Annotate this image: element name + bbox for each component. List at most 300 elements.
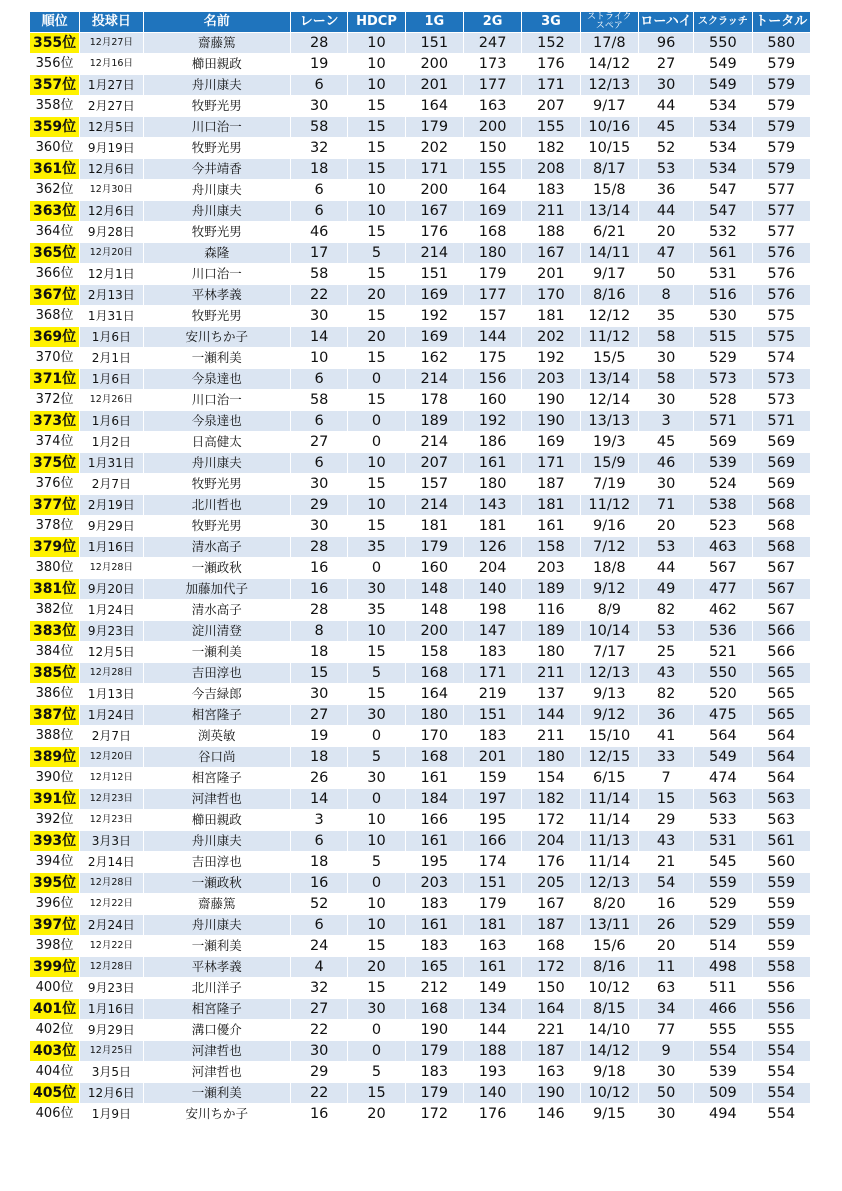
date-cell: 1月9日 — [80, 1104, 142, 1124]
table-row — [30, 579, 810, 599]
name-cell: 安川ちか子 — [144, 327, 290, 347]
game2-cell: 180 — [464, 243, 521, 263]
scratch-cell: 559 — [694, 873, 751, 893]
rank-cell: 372位 — [30, 390, 79, 410]
lowhigh-cell: 45 — [639, 117, 693, 137]
name-cell: 清水高子 — [144, 537, 290, 557]
scratch-cell: 509 — [694, 1083, 751, 1103]
game2-cell: 174 — [464, 852, 521, 872]
lowhigh-cell: 53 — [639, 621, 693, 641]
game3-cell: 201 — [522, 264, 579, 284]
table-row — [30, 180, 810, 200]
table-row — [30, 1020, 810, 1040]
game1-cell: 162 — [406, 348, 463, 368]
rank-cell: 389位 — [30, 747, 79, 767]
scratch-cell: 555 — [694, 1020, 751, 1040]
game2-cell: 179 — [464, 894, 521, 914]
game1-cell: 167 — [406, 201, 463, 221]
header-lowhigh: ローハイ — [639, 12, 693, 32]
rank-cell: 384位 — [30, 642, 79, 662]
scratch-cell: 539 — [694, 1062, 751, 1082]
scratch-cell: 515 — [694, 327, 751, 347]
rank-cell: 392位 — [30, 810, 79, 830]
lowhigh-cell: 33 — [639, 747, 693, 767]
table-row — [30, 390, 810, 410]
name-cell: 櫛田親政 — [144, 810, 290, 830]
table-row — [30, 873, 810, 893]
lowhigh-cell: 20 — [639, 936, 693, 956]
game2-cell: 186 — [464, 432, 521, 452]
lane-cell: 28 — [291, 537, 347, 557]
game3-cell: 208 — [522, 159, 579, 179]
rank-cell: 397位 — [30, 915, 79, 935]
lowhigh-cell: 8 — [639, 285, 693, 305]
strike-spare-cell: 8/16 — [581, 285, 638, 305]
scratch-cell: 534 — [694, 159, 751, 179]
lane-cell: 6 — [291, 75, 347, 95]
lowhigh-cell: 34 — [639, 999, 693, 1019]
scratch-cell: 498 — [694, 957, 751, 977]
game1-cell: 157 — [406, 474, 463, 494]
game1-cell: 201 — [406, 75, 463, 95]
game2-cell: 169 — [464, 201, 521, 221]
game1-cell: 180 — [406, 705, 463, 725]
date-cell: 1月6日 — [80, 327, 142, 347]
game3-cell: 192 — [522, 348, 579, 368]
game1-cell: 214 — [406, 243, 463, 263]
header-hdcp: HDCP — [348, 12, 404, 32]
game1-cell: 179 — [406, 537, 463, 557]
rank-cell: 405位 — [30, 1083, 79, 1103]
rank-cell: 379位 — [30, 537, 79, 557]
lane-cell: 6 — [291, 831, 347, 851]
strike-spare-cell: 12/13 — [581, 75, 638, 95]
date-cell: 12月6日 — [80, 201, 142, 221]
strike-spare-cell: 14/12 — [581, 54, 638, 74]
scratch-cell: 545 — [694, 852, 751, 872]
date-cell: 9月19日 — [80, 138, 142, 158]
scratch-cell: 514 — [694, 936, 751, 956]
game2-cell: 150 — [464, 138, 521, 158]
rank-cell: 364位 — [30, 222, 79, 242]
name-cell: 平林孝義 — [144, 285, 290, 305]
lane-cell: 22 — [291, 1020, 347, 1040]
hdcp-cell: 15 — [348, 642, 404, 662]
strike-spare-cell: 9/13 — [581, 684, 638, 704]
scratch-cell: 547 — [694, 201, 751, 221]
scratch-cell: 530 — [694, 306, 751, 326]
table-row — [30, 243, 810, 263]
game1-cell: 183 — [406, 1062, 463, 1082]
strike-spare-cell: 8/9 — [581, 600, 638, 620]
game2-cell: 192 — [464, 411, 521, 431]
lane-cell: 26 — [291, 768, 347, 788]
table-row — [30, 852, 810, 872]
game2-cell: 204 — [464, 558, 521, 578]
hdcp-cell: 35 — [348, 537, 404, 557]
scratch-cell: 538 — [694, 495, 751, 515]
name-cell: 安川ちか子 — [144, 1104, 290, 1124]
lane-cell: 6 — [291, 411, 347, 431]
date-cell: 12月6日 — [80, 1083, 142, 1103]
strike-spare-cell: 13/14 — [581, 201, 638, 221]
total-cell: 564 — [753, 726, 810, 746]
scratch-cell: 531 — [694, 264, 751, 284]
game2-cell: 157 — [464, 306, 521, 326]
hdcp-cell: 30 — [348, 768, 404, 788]
game3-cell: 116 — [522, 600, 579, 620]
game2-cell: 176 — [464, 1104, 521, 1124]
strike-spare-cell: 7/19 — [581, 474, 638, 494]
game2-cell: 197 — [464, 789, 521, 809]
game2-cell: 140 — [464, 579, 521, 599]
date-cell: 9月23日 — [80, 621, 142, 641]
header-game2: 2G — [464, 12, 521, 32]
name-cell: 舟川康夫 — [144, 75, 290, 95]
scratch-cell: 462 — [694, 600, 751, 620]
lane-cell: 46 — [291, 222, 347, 242]
lane-cell: 30 — [291, 1041, 347, 1061]
game3-cell: 171 — [522, 453, 579, 473]
lowhigh-cell: 53 — [639, 537, 693, 557]
total-cell: 554 — [753, 1104, 810, 1124]
game2-cell: 188 — [464, 1041, 521, 1061]
name-cell: 今井靖香 — [144, 159, 290, 179]
date-cell: 2月14日 — [80, 852, 142, 872]
strike-spare-cell: 10/15 — [581, 138, 638, 158]
scratch-cell: 529 — [694, 348, 751, 368]
header-spare-label: スペア — [595, 21, 623, 31]
table-row — [30, 537, 810, 557]
lowhigh-cell: 7 — [639, 768, 693, 788]
name-cell: 舟川康夫 — [144, 201, 290, 221]
game2-cell: 219 — [464, 684, 521, 704]
hdcp-cell: 15 — [348, 1083, 404, 1103]
total-cell: 561 — [753, 831, 810, 851]
lane-cell: 18 — [291, 747, 347, 767]
table-row — [30, 936, 810, 956]
total-cell: 556 — [753, 999, 810, 1019]
header-strike-label: ストライク — [587, 12, 632, 22]
game3-cell: 182 — [522, 138, 579, 158]
strike-spare-cell: 12/15 — [581, 747, 638, 767]
game3-cell: 171 — [522, 75, 579, 95]
lane-cell: 16 — [291, 558, 347, 578]
game3-cell: 161 — [522, 516, 579, 536]
table-row — [30, 789, 810, 809]
game3-cell: 144 — [522, 705, 579, 725]
name-cell: 川口治一 — [144, 390, 290, 410]
game2-cell: 179 — [464, 264, 521, 284]
header-row — [30, 12, 810, 32]
date-cell: 1月24日 — [80, 600, 142, 620]
lowhigh-cell: 53 — [639, 159, 693, 179]
name-cell: 一瀬利美 — [144, 348, 290, 368]
game2-cell: 168 — [464, 222, 521, 242]
rank-cell: 386位 — [30, 684, 79, 704]
date-cell: 12月23日 — [80, 810, 142, 830]
scratch-cell: 466 — [694, 999, 751, 1019]
game1-cell: 165 — [406, 957, 463, 977]
rank-cell: 381位 — [30, 579, 79, 599]
table-row — [30, 369, 810, 389]
rank-cell: 388位 — [30, 726, 79, 746]
lowhigh-cell: 9 — [639, 1041, 693, 1061]
game1-cell: 203 — [406, 873, 463, 893]
game2-cell: 161 — [464, 453, 521, 473]
lowhigh-cell: 26 — [639, 915, 693, 935]
date-cell: 3月3日 — [80, 831, 142, 851]
name-cell: 舟川康夫 — [144, 831, 290, 851]
strike-spare-cell: 19/3 — [581, 432, 638, 452]
total-cell: 564 — [753, 747, 810, 767]
table-row — [30, 915, 810, 935]
lowhigh-cell: 82 — [639, 684, 693, 704]
lowhigh-cell: 30 — [639, 348, 693, 368]
date-cell: 12月5日 — [80, 117, 142, 137]
date-cell: 9月29日 — [80, 516, 142, 536]
rank-cell: 359位 — [30, 117, 79, 137]
scratch-cell: 534 — [694, 117, 751, 137]
total-cell: 554 — [753, 1062, 810, 1082]
strike-spare-cell: 12/12 — [581, 306, 638, 326]
date-cell: 1月6日 — [80, 411, 142, 431]
strike-spare-cell: 15/9 — [581, 453, 638, 473]
table-row — [30, 726, 810, 746]
strike-spare-cell: 8/15 — [581, 999, 638, 1019]
total-cell: 556 — [753, 978, 810, 998]
lane-cell: 14 — [291, 327, 347, 347]
game1-cell: 214 — [406, 369, 463, 389]
date-cell: 2月13日 — [80, 285, 142, 305]
hdcp-cell: 5 — [348, 663, 404, 683]
date-cell: 12月6日 — [80, 159, 142, 179]
hdcp-cell: 10 — [348, 201, 404, 221]
strike-spare-cell: 8/20 — [581, 894, 638, 914]
game3-cell: 158 — [522, 537, 579, 557]
rank-cell: 373位 — [30, 411, 79, 431]
game2-cell: 183 — [464, 642, 521, 662]
game3-cell: 169 — [522, 432, 579, 452]
hdcp-cell: 30 — [348, 999, 404, 1019]
date-cell: 9月29日 — [80, 1020, 142, 1040]
scratch-cell: 563 — [694, 789, 751, 809]
header-lane: レーン — [291, 12, 347, 32]
hdcp-cell: 30 — [348, 705, 404, 725]
lane-cell: 30 — [291, 684, 347, 704]
game1-cell: 168 — [406, 999, 463, 1019]
game2-cell: 160 — [464, 390, 521, 410]
scratch-cell: 569 — [694, 432, 751, 452]
strike-spare-cell: 15/8 — [581, 180, 638, 200]
date-cell: 12月25日 — [80, 1041, 142, 1061]
name-cell: 相宮隆子 — [144, 768, 290, 788]
hdcp-cell: 0 — [348, 1020, 404, 1040]
hdcp-cell: 10 — [348, 831, 404, 851]
game2-cell: 149 — [464, 978, 521, 998]
scratch-cell: 534 — [694, 138, 751, 158]
game3-cell: 211 — [522, 663, 579, 683]
date-cell: 1月31日 — [80, 453, 142, 473]
hdcp-cell: 10 — [348, 915, 404, 935]
lowhigh-cell: 43 — [639, 831, 693, 851]
lowhigh-cell: 36 — [639, 705, 693, 725]
table-row — [30, 327, 810, 347]
hdcp-cell: 15 — [348, 936, 404, 956]
game3-cell: 187 — [522, 915, 579, 935]
total-cell: 575 — [753, 327, 810, 347]
strike-spare-cell: 7/12 — [581, 537, 638, 557]
total-cell: 563 — [753, 789, 810, 809]
name-cell: 相宮隆子 — [144, 999, 290, 1019]
hdcp-cell: 0 — [348, 789, 404, 809]
lowhigh-cell: 44 — [639, 96, 693, 116]
scratch-cell: 475 — [694, 705, 751, 725]
game3-cell: 137 — [522, 684, 579, 704]
table-row — [30, 474, 810, 494]
game3-cell: 154 — [522, 768, 579, 788]
table-row — [30, 999, 810, 1019]
lane-cell: 58 — [291, 117, 347, 137]
total-cell: 567 — [753, 600, 810, 620]
game2-cell: 175 — [464, 348, 521, 368]
hdcp-cell: 10 — [348, 621, 404, 641]
rank-cell: 387位 — [30, 705, 79, 725]
date-cell: 2月7日 — [80, 726, 142, 746]
date-cell: 12月28日 — [80, 558, 142, 578]
game1-cell: 176 — [406, 222, 463, 242]
total-cell: 566 — [753, 621, 810, 641]
rank-cell: 360位 — [30, 138, 79, 158]
total-cell: 565 — [753, 705, 810, 725]
game3-cell: 203 — [522, 369, 579, 389]
hdcp-cell: 0 — [348, 432, 404, 452]
scratch-cell: 529 — [694, 894, 751, 914]
lane-cell: 18 — [291, 642, 347, 662]
name-cell: 櫛田親政 — [144, 54, 290, 74]
name-cell: 牧野光男 — [144, 474, 290, 494]
date-cell: 1月16日 — [80, 537, 142, 557]
lane-cell: 15 — [291, 663, 347, 683]
game2-cell: 173 — [464, 54, 521, 74]
lane-cell: 27 — [291, 705, 347, 725]
game3-cell: 170 — [522, 285, 579, 305]
name-cell: 舟川康夫 — [144, 453, 290, 473]
name-cell: 吉田淳也 — [144, 852, 290, 872]
name-cell: 一瀬利美 — [144, 642, 290, 662]
strike-spare-cell: 17/8 — [581, 33, 638, 53]
rank-cell: 367位 — [30, 285, 79, 305]
game1-cell: 202 — [406, 138, 463, 158]
game3-cell: 176 — [522, 852, 579, 872]
hdcp-cell: 15 — [348, 222, 404, 242]
table-row — [30, 705, 810, 725]
game3-cell: 187 — [522, 1041, 579, 1061]
date-cell: 1月6日 — [80, 369, 142, 389]
hdcp-cell: 5 — [348, 852, 404, 872]
name-cell: 一瀬利美 — [144, 936, 290, 956]
lane-cell: 6 — [291, 369, 347, 389]
game1-cell: 200 — [406, 180, 463, 200]
hdcp-cell: 0 — [348, 411, 404, 431]
table-row — [30, 138, 810, 158]
strike-spare-cell: 13/11 — [581, 915, 638, 935]
strike-spare-cell: 11/14 — [581, 789, 638, 809]
strike-spare-cell: 11/14 — [581, 810, 638, 830]
game1-cell: 164 — [406, 96, 463, 116]
rank-cell: 390位 — [30, 768, 79, 788]
rank-cell: 362位 — [30, 180, 79, 200]
lowhigh-cell: 96 — [639, 33, 693, 53]
lane-cell: 17 — [291, 243, 347, 263]
rank-cell: 369位 — [30, 327, 79, 347]
lowhigh-cell: 25 — [639, 642, 693, 662]
strike-spare-cell: 15/5 — [581, 348, 638, 368]
rank-cell: 404位 — [30, 1062, 79, 1082]
name-cell: 川口治一 — [144, 264, 290, 284]
total-cell: 575 — [753, 306, 810, 326]
game2-cell: 156 — [464, 369, 521, 389]
scratch-cell: 573 — [694, 369, 751, 389]
lowhigh-cell: 16 — [639, 894, 693, 914]
name-cell: 森隆 — [144, 243, 290, 263]
rank-cell: 395位 — [30, 873, 79, 893]
hdcp-cell: 10 — [348, 894, 404, 914]
total-cell: 579 — [753, 54, 810, 74]
name-cell: 相宮隆子 — [144, 705, 290, 725]
total-cell: 559 — [753, 873, 810, 893]
total-cell: 576 — [753, 285, 810, 305]
strike-spare-cell: 8/16 — [581, 957, 638, 977]
game2-cell: 155 — [464, 159, 521, 179]
hdcp-cell: 20 — [348, 1104, 404, 1124]
game3-cell: 164 — [522, 999, 579, 1019]
hdcp-cell: 0 — [348, 369, 404, 389]
game1-cell: 158 — [406, 642, 463, 662]
lowhigh-cell: 46 — [639, 453, 693, 473]
game3-cell: 150 — [522, 978, 579, 998]
game3-cell: 172 — [522, 810, 579, 830]
game1-cell: 189 — [406, 411, 463, 431]
lane-cell: 27 — [291, 432, 347, 452]
strike-spare-cell: 15/6 — [581, 936, 638, 956]
game3-cell: 221 — [522, 1020, 579, 1040]
table-row — [30, 642, 810, 662]
game3-cell: 203 — [522, 558, 579, 578]
game3-cell: 211 — [522, 201, 579, 221]
rank-cell: 358位 — [30, 96, 79, 116]
date-cell: 12月28日 — [80, 873, 142, 893]
strike-spare-cell: 12/13 — [581, 663, 638, 683]
game2-cell: 151 — [464, 705, 521, 725]
date-cell: 9月20日 — [80, 579, 142, 599]
date-cell: 1月16日 — [80, 999, 142, 1019]
date-cell: 2月7日 — [80, 474, 142, 494]
game3-cell: 189 — [522, 579, 579, 599]
rank-cell: 383位 — [30, 621, 79, 641]
date-cell: 12月27日 — [80, 33, 142, 53]
game3-cell: 167 — [522, 894, 579, 914]
scratch-cell: 567 — [694, 558, 751, 578]
game2-cell: 147 — [464, 621, 521, 641]
table-row — [30, 621, 810, 641]
rank-cell: 370位 — [30, 348, 79, 368]
game2-cell: 126 — [464, 537, 521, 557]
game1-cell: 161 — [406, 831, 463, 851]
game1-cell: 161 — [406, 768, 463, 788]
table-row — [30, 747, 810, 767]
game1-cell: 168 — [406, 663, 463, 683]
